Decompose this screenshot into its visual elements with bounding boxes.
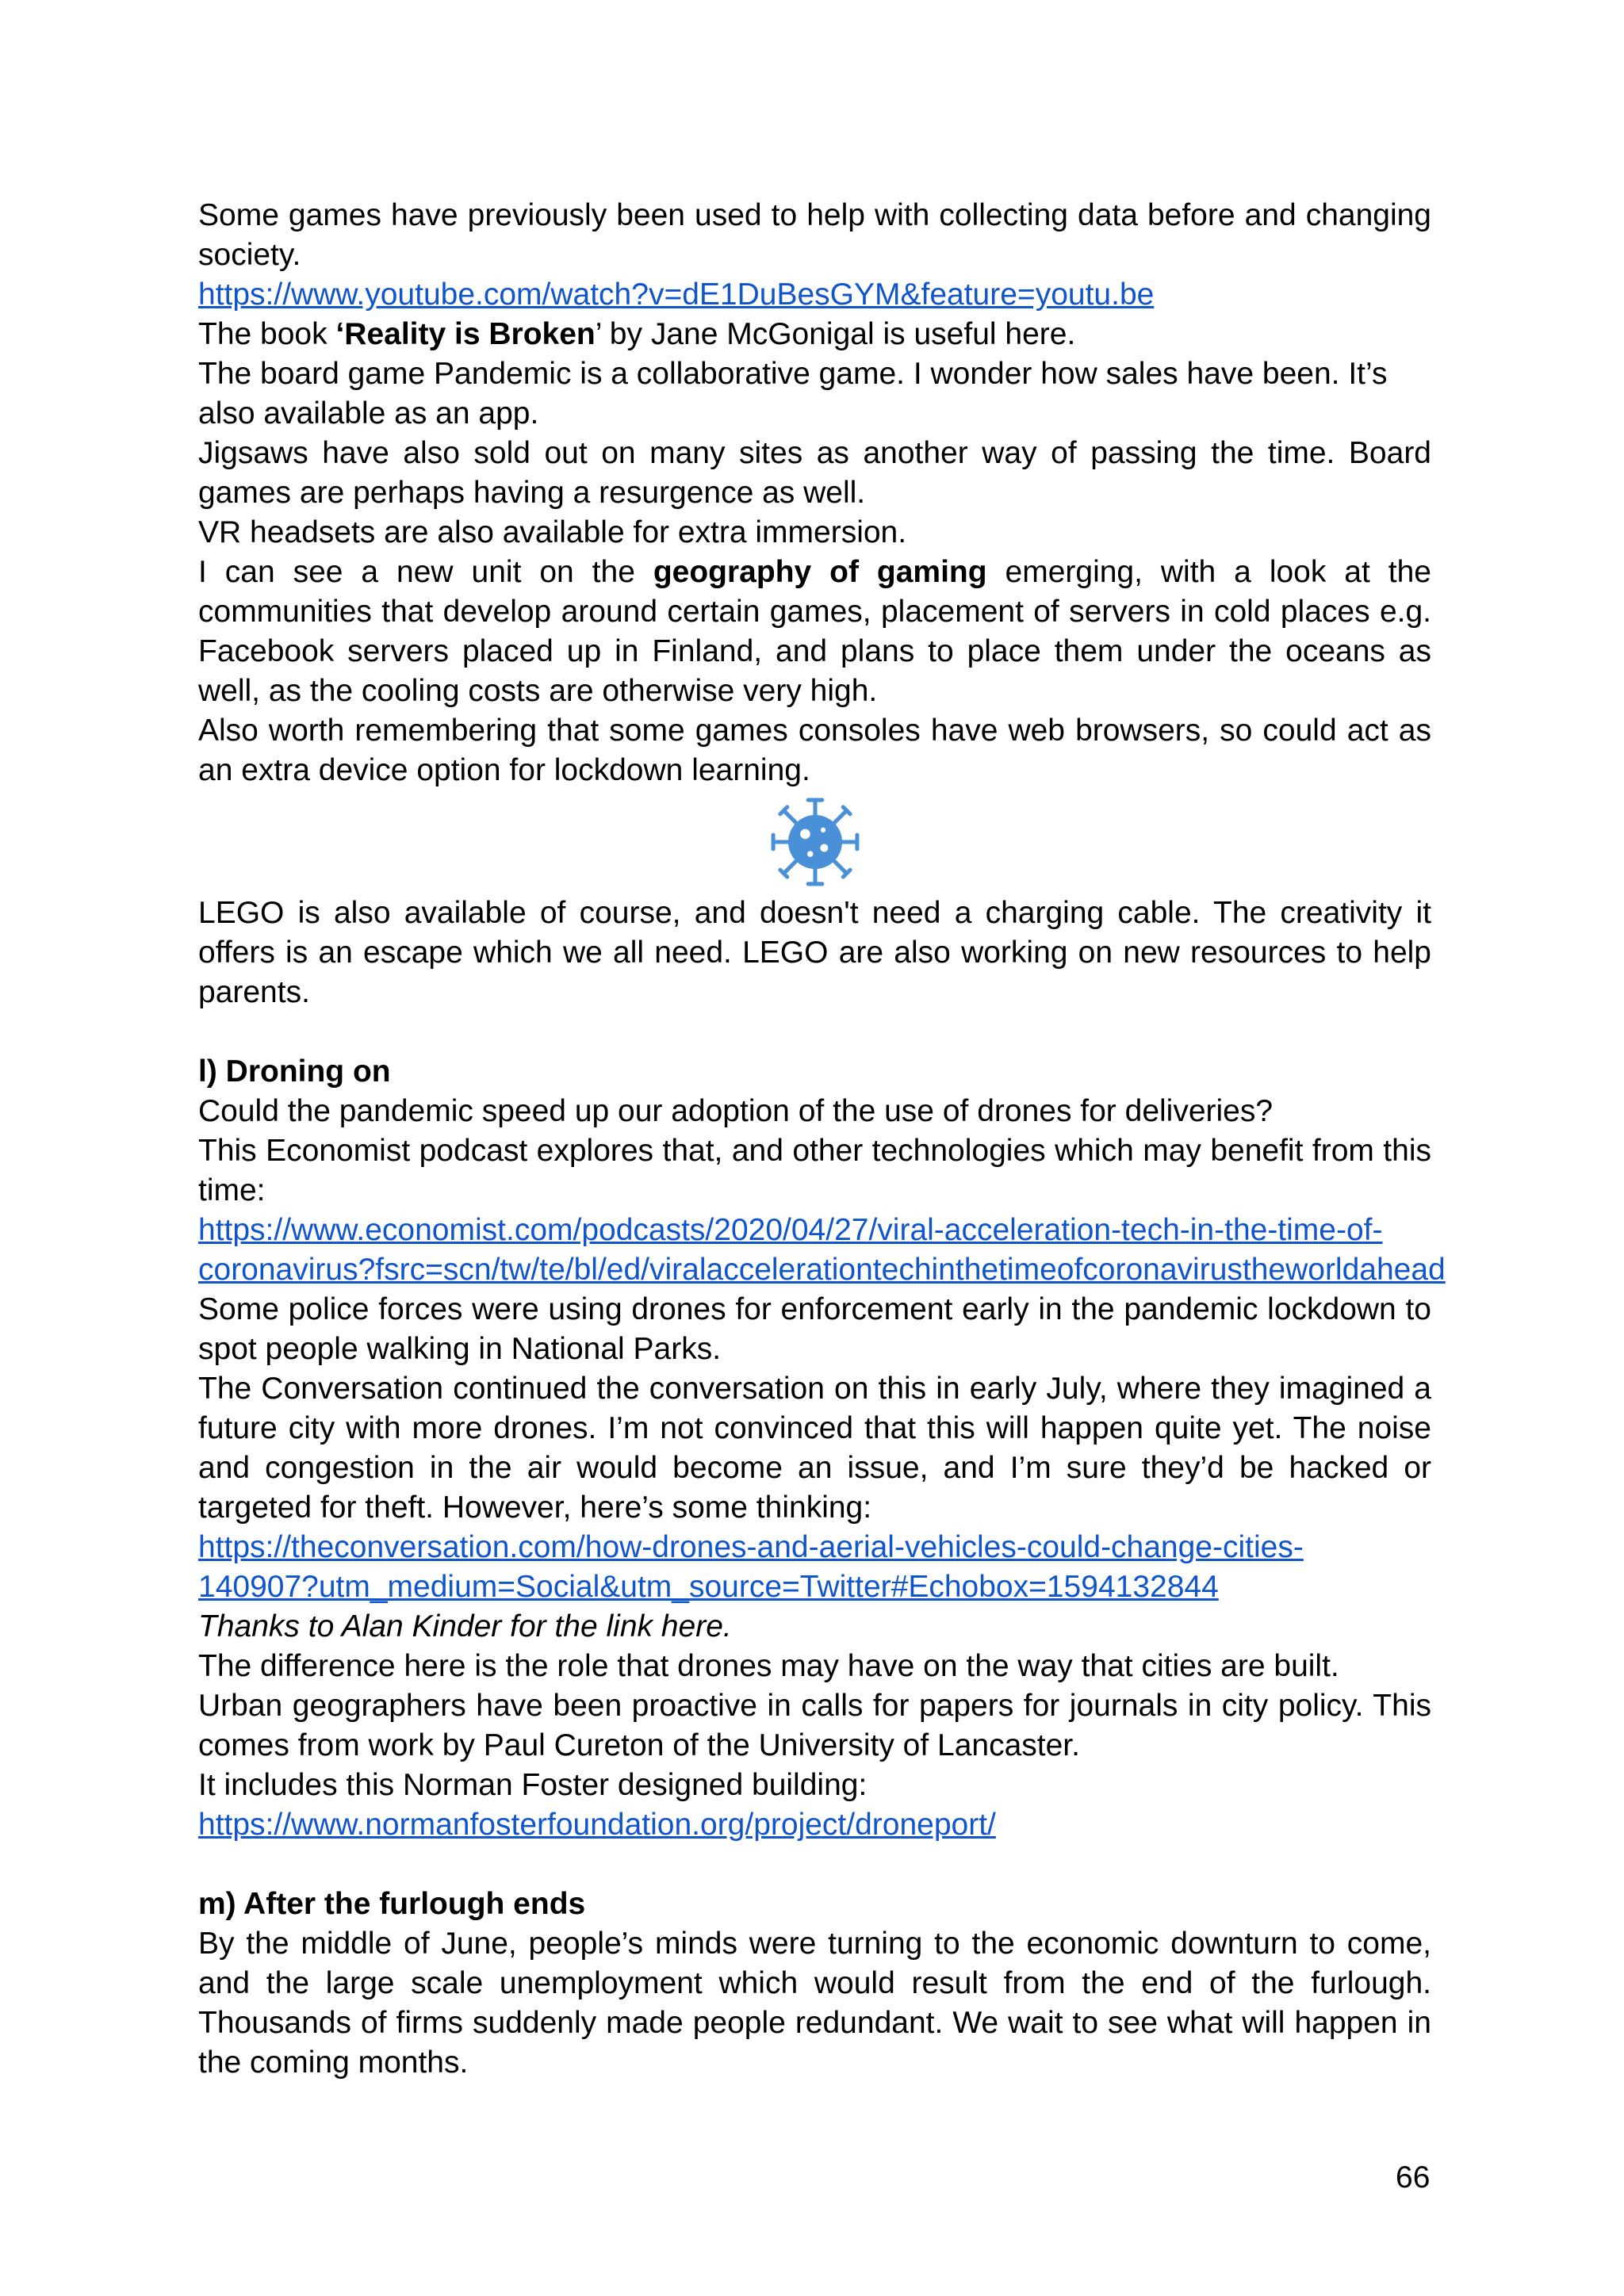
paragraph-urban-geographers: Urban geographers have been proactive in calls for papers for journals in city policy. This comes from work by Paul Cureton of the University of Lancaster. xyxy=(198,1689,1431,1762)
paragraph-furlough: By the middle of June, people’s minds were turning to the economic downturn to come, and the large scale unemployment which would result from the end of the furlough. Thousands of firms suddenly made people redundant. We wait to see what will happen in the coming months. xyxy=(198,1927,1431,2080)
paragraph-pandemic-game: The board game Pandemic is a collaborative game. I wonder how sales have been. It’s also available as an app. xyxy=(198,357,1388,430)
book-post: ’ by Jane McGonigal is useful here. xyxy=(595,317,1076,351)
paragraph-conversation: The Conversation continued the conversation on this in early July, where they imagined a future city with more drones. I’m not convinced that this will happen quite yet. The noise and congestion in the air would become an issue, and I’m sure they’d be hacked or targeted for theft. However, here’s some thinking: xyxy=(198,1372,1431,1525)
economist-link-line1[interactable]: https://www.economist.com/podcasts/2020/04/27/viral-acceleration-tech-in-the-time-of- xyxy=(198,1213,1383,1247)
economist-link-line2[interactable]: coronavirus?fsrc=scn/tw/te/bl/ed/viralaccelerationtechinthetimeofcoronavirustheworldahead xyxy=(198,1253,1446,1287)
heading-droning-on: l) Droning on xyxy=(198,1054,391,1089)
paragraph-drones-deliveries: Could the pandemic speed up our adoption of the use of drones for deliveries? xyxy=(198,1094,1274,1128)
icon-row xyxy=(198,790,1431,894)
page-content xyxy=(198,196,1446,2083)
spacer xyxy=(198,1012,1431,1052)
book-title: ‘Reality is Broken xyxy=(335,317,596,351)
conversation-link-line2[interactable]: 140907?utm_medium=Social&utm_source=Twitter#Echobox=1594132844 xyxy=(198,1570,1219,1604)
paragraph-norman-foster: It includes this Norman Foster designed building: xyxy=(198,1768,868,1802)
conversation-link-line1[interactable]: https://theconversation.com/how-drones-and-aerial-vehicles-could-change-cities- xyxy=(198,1530,1304,1564)
paragraph-lego: LEGO is also available of course, and doesn't need a charging cable. The creativity it offers is an escape which we all need. LEGO are also working on new resources to help parents. xyxy=(198,896,1431,1009)
paragraph-geography-gaming xyxy=(198,553,1431,711)
page-number: 66 xyxy=(1396,2160,1431,2195)
paragraph-book xyxy=(198,315,1431,354)
spacer xyxy=(198,1845,1431,1885)
book-pre: The book xyxy=(198,317,336,351)
paragraph-economist: This Economist podcast explores that, and other technologies which may benefit from this time: xyxy=(198,1134,1431,1207)
gaming-pre: I can see a new unit on the xyxy=(198,555,653,589)
paragraph-drones-cities: The difference here is the role that drones may have on the way that cities are built. xyxy=(198,1649,1339,1683)
heading-after-furlough: m) After the furlough ends xyxy=(198,1887,586,1921)
paragraph-police-drones: Some police forces were using drones for enforcement early in the pandemic lockdown to spot people walking in National Parks. xyxy=(198,1292,1431,1366)
paragraph-vr: VR headsets are also available for extra immersion. xyxy=(198,515,907,549)
paragraph-consoles: Also worth remembering that some games consoles have web browsers, so could act as an extra device option for lockdown learning. xyxy=(198,714,1431,787)
gaming-post: emerging, with a look at the communities that develop around certain games, placement of servers in cold places e.g. Facebook servers placed up in Finland, and plans to place them under the oceans as well, as the cooling costs are otherwise very high. xyxy=(198,555,1431,708)
paragraph-jigsaws: Jigsaws have also sold out on many sites as another way of passing the time. Board games are perhaps having a resurgence as well. xyxy=(198,436,1431,510)
droneport-link[interactable]: https://www.normanfosterfoundation.org/project/droneport/ xyxy=(198,1808,996,1842)
youtube-link[interactable]: https://www.youtube.com/watch?v=dE1DuBesGYM&feature=youtu.be xyxy=(198,277,1155,312)
gaming-bold: geography of gaming xyxy=(653,555,987,589)
thanks-note: Thanks to Alan Kinder for the link here. xyxy=(198,1609,732,1644)
paragraph-games-data: Some games have previously been used to help with collecting data before and changing society. xyxy=(198,198,1431,272)
virus-icon xyxy=(765,792,865,892)
